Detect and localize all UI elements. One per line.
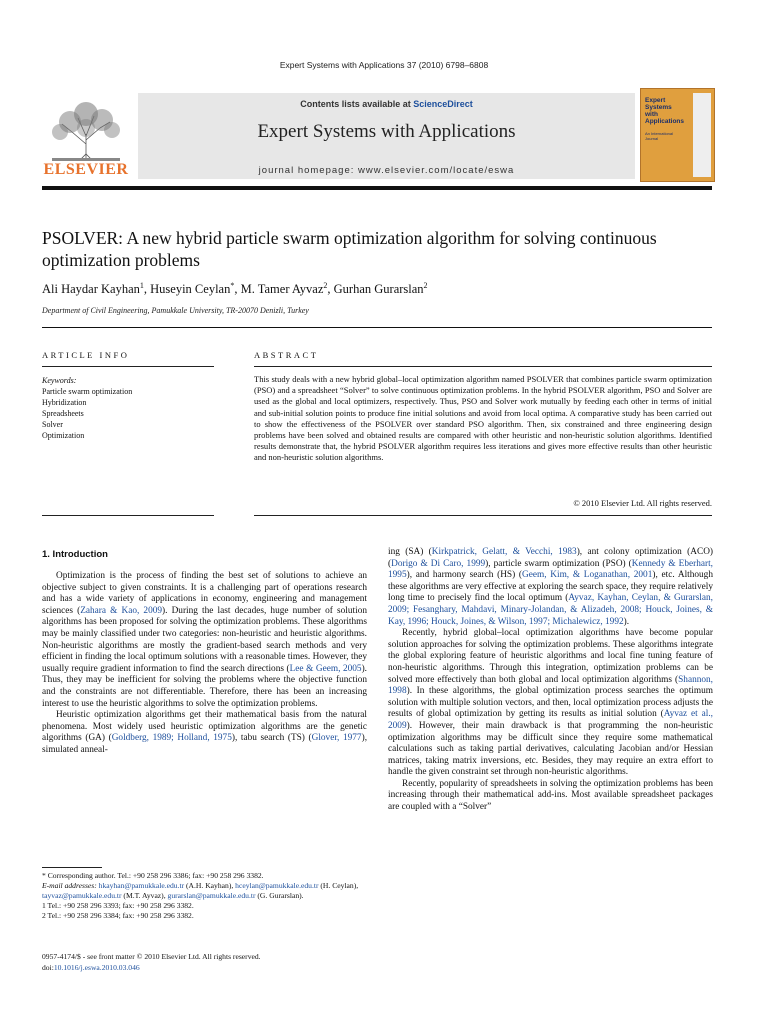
section-heading: 1. Introduction <box>42 549 108 560</box>
citation-link[interactable]: Kennedy & Eberhart, 1995 <box>388 558 713 581</box>
body-column-left <box>42 571 367 757</box>
citation-link[interactable]: Geem, Kim, & Loganathan, 2001 <box>522 570 653 581</box>
article-info-rule <box>42 366 214 367</box>
keyword: Optimization <box>42 431 85 440</box>
footnotes <box>42 871 367 921</box>
footnote-rule <box>42 867 102 868</box>
text-run: Recently, hybrid global–local optimization algorithms have become popular solution approaches for solving the optimization problems. These algorithms integrate the global exploring feature of heuristic algorithms and local fine tuning feature of non-heuristic algorithms. Through this integration, optimization problems can be solved more effectively than both global and local optimization algorithms ( <box>388 628 713 685</box>
citation-link[interactable]: Lee & Geem, 2005 <box>289 663 362 674</box>
email-owner: (A.H. Kayhan), <box>184 881 236 891</box>
text-run: Heuristic optimization algorithms get their mathematical basis from the natural phenomena. Most widely used heuristic optimization algorithms are the genetic algorithms (GA) ( <box>42 710 367 744</box>
email-link[interactable]: tayvaz@pamukkale.edu.tr <box>42 891 122 901</box>
article-title: PSOLVER: A new hybrid particle swarm optimization algorithm for solving continuous optimization problems <box>42 228 657 270</box>
text-run: ), tabu search (TS) ( <box>231 733 312 744</box>
email-note <box>42 881 367 901</box>
paragraph <box>388 628 713 779</box>
paragraph: Recently, popularity of spreadsheets in solving the optimization problems has been increasing through their mathematical add-ins. Most available spreadsheet packages are coupled with a “Solver” <box>388 778 713 813</box>
text-run: ing (SA) ( <box>388 547 432 557</box>
cover-title: Expert Systems with Applications <box>645 97 685 125</box>
front-matter-info <box>42 952 382 973</box>
publisher-name: ELSEVIER <box>43 161 129 178</box>
abstract-text: This study deals with a new hybrid global–local optimization algorithm named PSOLVER that combines particle swarm optimization (PSO) and a spreadsheet “Solver” to solve continuous optimization problems. In the hybrid PSOLVER algorithm, PSO and Solver are used as the global and local optimizers, respectively. Thus, PSO and Solver work mutually by feeding each other in terms of initial and sub-initial solution points to produce fine initial solutions and avoid from local optima. A comparative study has been carried out to show the effectiveness of the PSOLVER over standard PSO algorithm. Then, six constrained and three engineering design problems have been solved and obtained results are compared with other heuristic and non-heuristic solution algorithms. Identified results demonstrate that, the hybrid PSOLVER algorithm requires less iterations and gives more effective results than other heuristic and non-heuristic solution algorithms. <box>254 374 712 463</box>
citation-link[interactable]: Goldberg, 1989; Holland, 1975 <box>111 733 232 744</box>
issn-line: 0957-4174/$ - see front matter © 2010 Elsevier Ltd. All rights reserved. <box>42 952 261 961</box>
text-run: ), simulated anneal- <box>42 733 368 755</box>
text-run: ), particle swarm optimization (PSO) ( <box>485 558 632 569</box>
text-run: ), etc. Although these algorithms are very effective at exploring the search space, they require relatively long time to precisely find the local optimum ( <box>388 570 713 604</box>
body-column-right <box>388 547 713 814</box>
footnote: 2 Tel.: +90 258 296 3384; fax: +90 258 296 3382. <box>42 911 194 921</box>
keyword: Particle swarm optimization <box>42 387 133 396</box>
citation-link[interactable]: Zahara & Kao, 2009 <box>80 605 163 616</box>
email-owner: (H. Ceylan), <box>318 881 359 891</box>
citation-link[interactable]: Glover, 1977 <box>311 733 362 744</box>
author-name[interactable]: Gurhan Gurarslan <box>333 282 424 297</box>
keyword: Solver <box>42 420 63 429</box>
text-run: ). <box>623 616 630 627</box>
journal-reference: Expert Systems with Applications 37 (2010) 6798–6808 <box>279 60 489 70</box>
affiliation: Department of Civil Engineering, Pamukkale University, TR-20070 Denizli, Turkey <box>42 306 309 315</box>
email-link[interactable]: hceylan@pamukkale.edu.tr <box>235 881 319 891</box>
journal-banner <box>138 93 635 179</box>
author-name[interactable]: Ali Haydar Kayhan <box>42 282 140 297</box>
text-run: Optimization is the process of finding the best set of solutions to achieve an objective subject to given constraints. It is a challenging part of operations research and has a wide variety of applications in economy, engineering and management sciences ( <box>42 571 367 616</box>
abstract-rule <box>254 366 712 367</box>
author-list: Ali Haydar Kayhan$^1$, Huseyin Ceylan*, M. Tamer Ayvaz$^2$, Gurhan Gurarslan$^2$ <box>42 281 428 297</box>
corresponding-author-note: * Corresponding author. Tel.: +90 258 296 3386; fax: +90 258 296 3382. <box>42 871 264 880</box>
title-divider <box>42 327 712 328</box>
email-label: E-mail addresses: <box>42 881 99 891</box>
keywords-label: Keywords: <box>42 376 77 385</box>
copyright-notice: © 2010 Elsevier Ltd. All rights reserved. <box>573 498 712 508</box>
email-link[interactable]: gurarslan@pamukkale.edu.tr <box>167 891 256 901</box>
paragraph <box>42 710 367 756</box>
paragraph <box>388 547 713 628</box>
journal-header <box>42 88 712 183</box>
text-run: ). However, their main drawback is that programming the non-heuristic optimization algorithms may be difficult since they require some mathematical calculations such as taking partial derivatives, calculating Jacobian and/or Hessian matrices, taking matrix inversions, etc. Besides, they may require an extra effort to handle the given constraint set through non-heuristic algorithms. <box>388 720 713 778</box>
author-name[interactable]: M. Tamer Ayvaz <box>240 282 324 297</box>
keyword: Hybridization <box>42 398 87 407</box>
author-mark: 2 <box>323 281 328 290</box>
journal-title: Expert Systems with Applications <box>257 121 516 142</box>
sciencedirect-link[interactable]: ScienceDirect <box>413 99 473 109</box>
email-owner: (G. Gurarslan). <box>255 891 304 901</box>
citation-link[interactable]: Dorigo & Di Caro, 1999 <box>391 558 486 569</box>
text-run: ), ant colony optimization (ACO) ( <box>388 547 713 569</box>
author-mark: 2 <box>423 281 428 290</box>
citation-link[interactable]: Ayvaz, Kayhan, Ceylan, & Gurarslan, 2009; Fesanghary, Mahdavi, Minary-Jolandan, & Alizadeh, 2008; Houck, Joines, & Kay, 1996; Houck, Joines, & Wilson, 1997; Michalewicz, 1992 <box>388 593 713 627</box>
citation-link[interactable]: Shannon, 1998 <box>388 674 713 697</box>
author-name[interactable]: Huseyin Ceylan <box>150 282 231 297</box>
cover-subtitle: An International Journal <box>645 131 674 141</box>
abstract-heading: ABSTRACT <box>254 350 319 360</box>
text-run: ). Thus, they may be inefficient for solving the problems where the objective function and the constraints are not differentiable. Therefore, there has been an increasing interest to use the heuristic algorithms to solve the optimization problems. <box>42 663 367 709</box>
doi-label: doi: <box>42 962 54 972</box>
journal-cover-thumbnail <box>640 88 715 182</box>
journal-homepage-link[interactable]: journal homepage: www.elsevier.com/locate/eswa <box>258 165 515 176</box>
citation-link[interactable]: Kirkpatrick, Gelatt, & Vecchi, 1983 <box>431 547 577 557</box>
contents-prefix: Contents lists available at <box>300 99 414 109</box>
abstract-bottom-rule <box>254 515 712 516</box>
article-info-bottom-rule <box>42 515 214 516</box>
author-mark: * <box>230 281 235 290</box>
text-run: ). During the last decades, huge number of solution algorithms has been proposed for solving the optimization problems. These algorithms may be mainly classified under two categories: non-heuristic and heuristic algorithms. Non-heuristic algorithms are mostly the gradient-based search methods and very efficient in finding the local optimum solutions with a reasonable times. However, they usually require gradient information to find the search directions ( <box>42 605 367 674</box>
doi-line <box>42 963 382 974</box>
keywords-block <box>42 375 214 441</box>
cover-icon-strip <box>693 93 711 177</box>
text-run: ), and harmony search (HS) ( <box>406 570 523 581</box>
email-link[interactable]: hkayhan@pamukkale.edu.tr <box>98 881 185 891</box>
contents-line <box>138 99 635 109</box>
header-divider <box>42 186 712 190</box>
text-run: ). In these algorithms, the global optimization process searches the optimum solution with multiple solution vectors, and then, local optimization process adjusts the results of global optimization by getting its results as initial solution ( <box>388 686 713 720</box>
citation-link[interactable]: Ayvaz et al., 2009 <box>388 709 713 731</box>
article-info-heading: ARTICLE INFO <box>42 350 130 360</box>
doi-link[interactable]: 10.1016/j.eswa.2010.03.046 <box>53 962 140 972</box>
footnote: 1 Tel.: +90 258 296 3393; fax: +90 258 296 3382. <box>42 901 194 911</box>
keyword: Spreadsheets <box>42 409 84 418</box>
email-owner: (M.T. Ayvaz), <box>121 891 168 901</box>
paragraph <box>42 571 367 710</box>
author-mark: 1 <box>139 281 144 290</box>
